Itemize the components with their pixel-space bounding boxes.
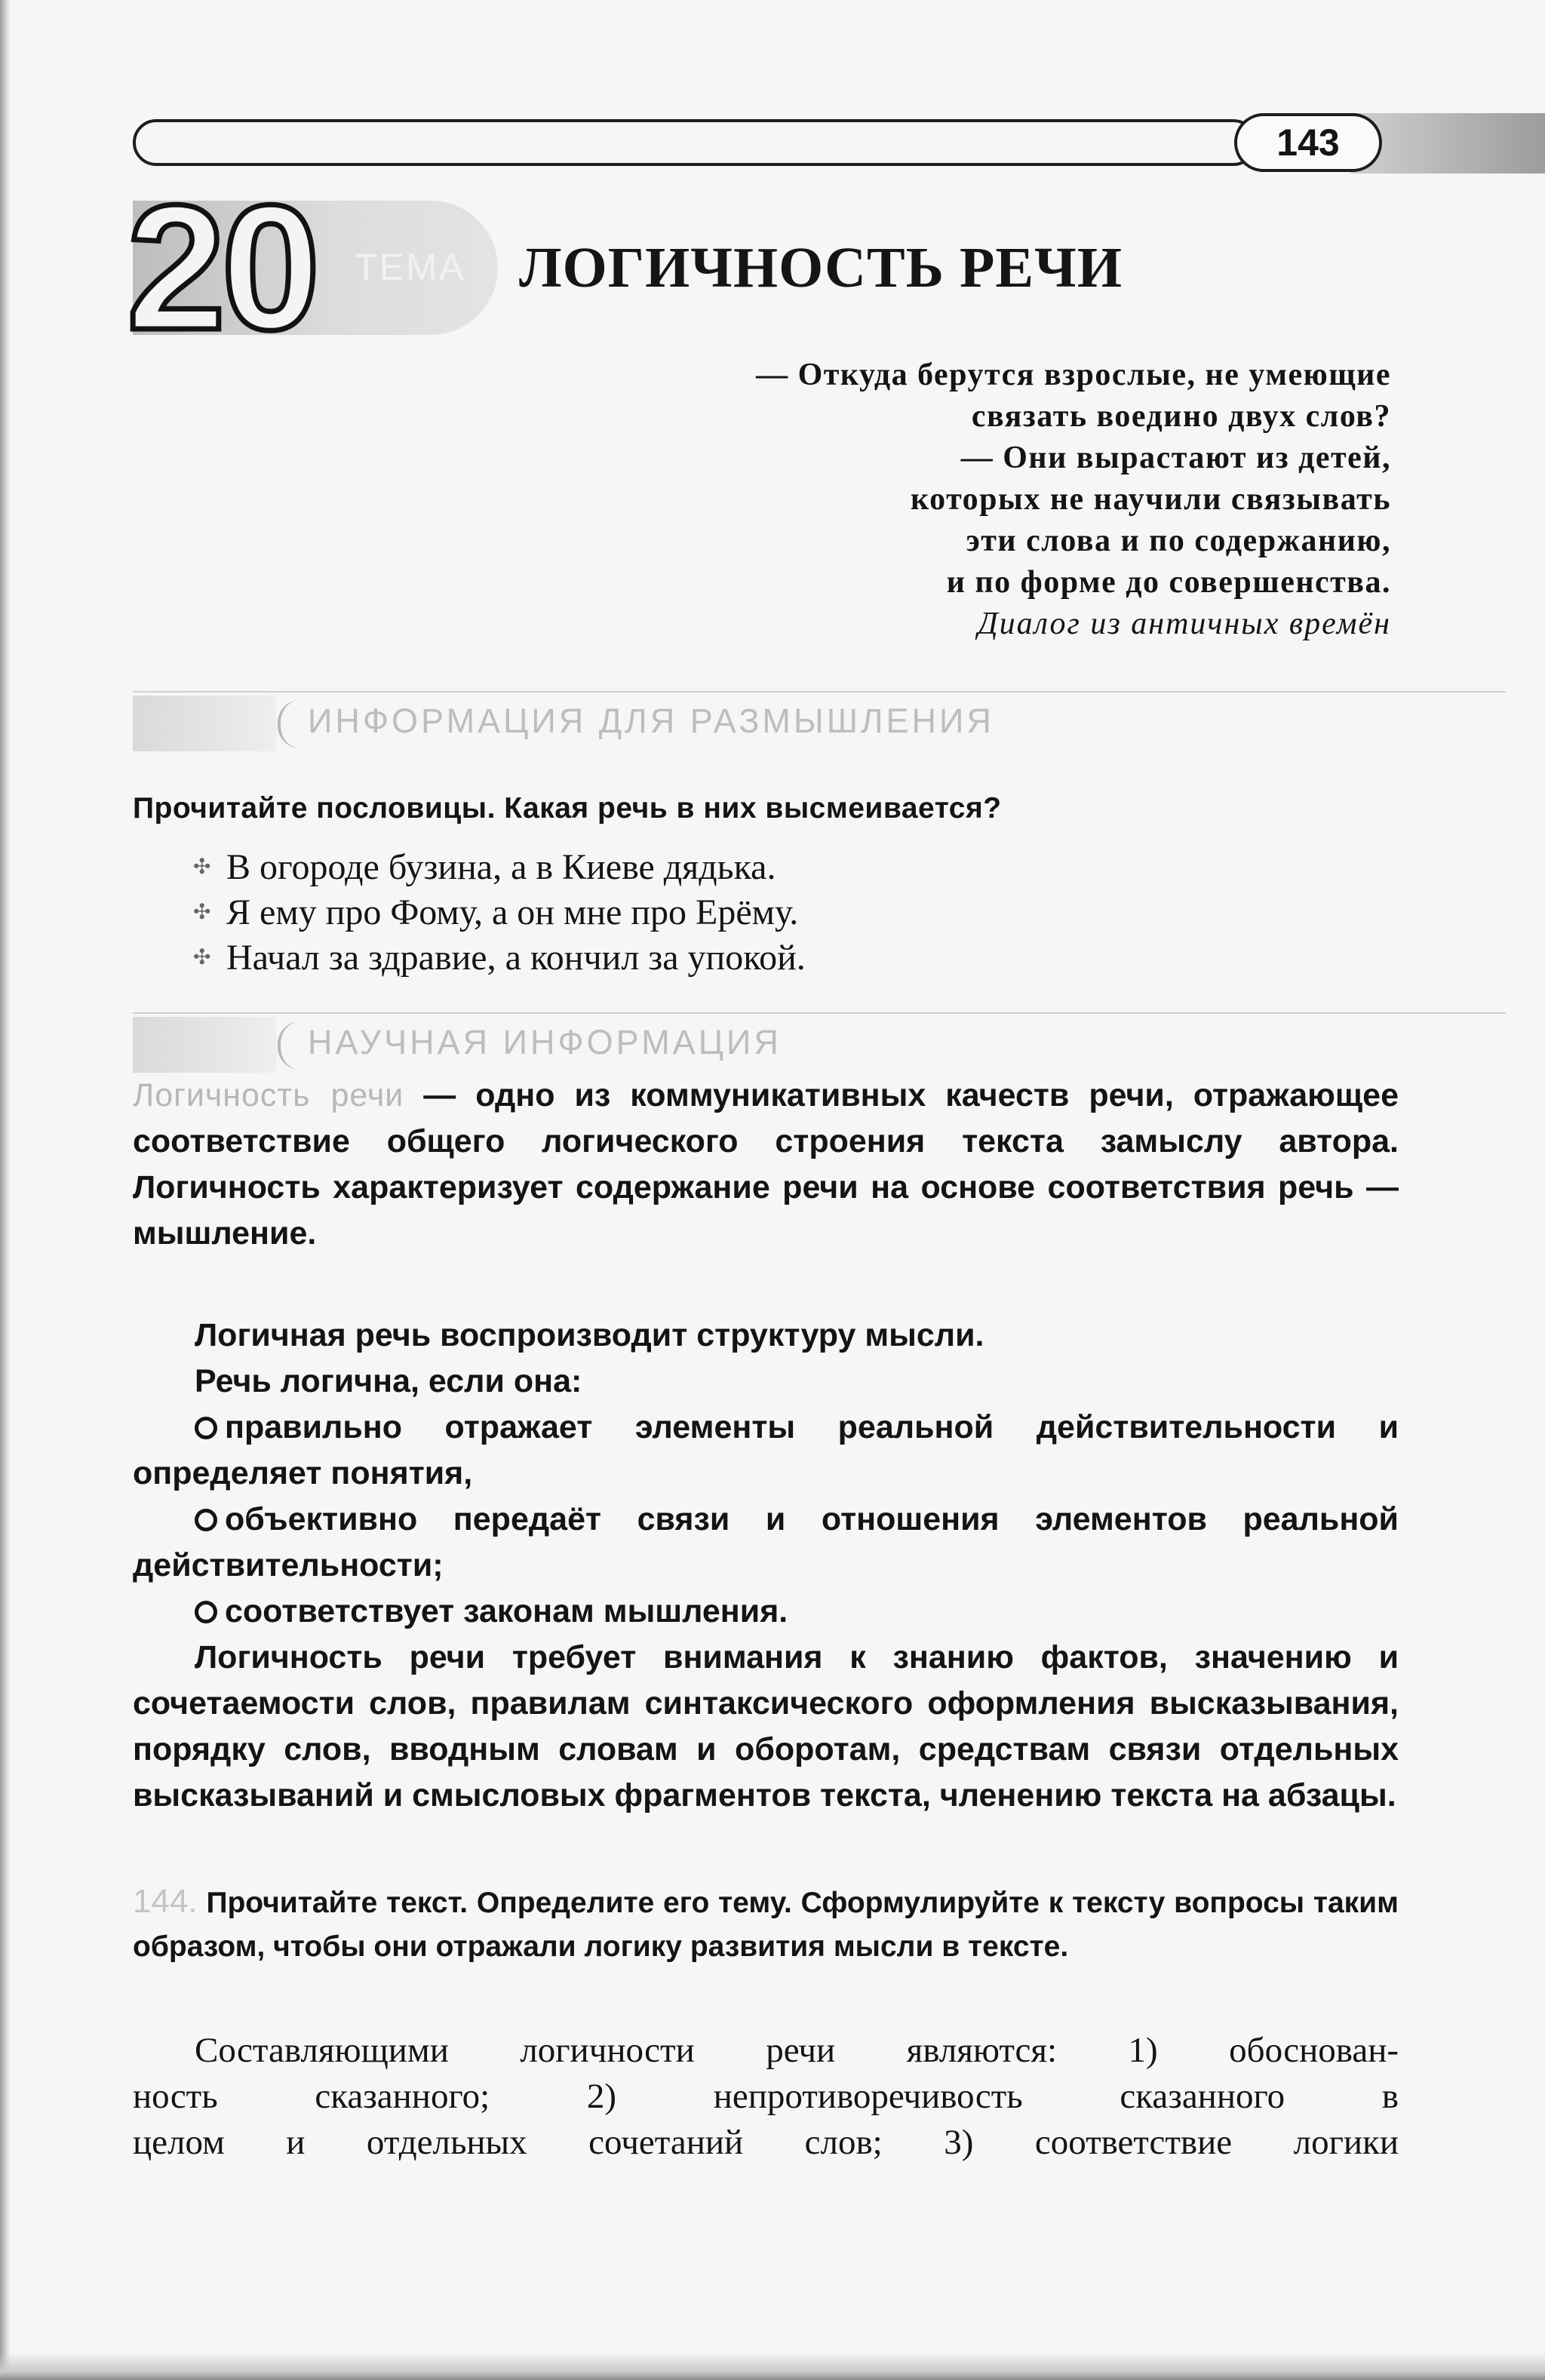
exercise-instruction: Прочитайте текст. Определите его тему. Сформулируйте к тексту вопросы таким образом, чтобы они отражали логику развития мысли в тексте. <box>133 1887 1399 1963</box>
criterion-text: объективно передаёт связи и отношения элементов реальной действительности; <box>133 1501 1399 1583</box>
topic-title: ЛОГИЧНОСТЬ РЕЧИ <box>519 236 1123 299</box>
text-line: целом и отдельных сочетаний слов; 3) соответствие логики <box>133 2123 1399 2162</box>
topic-word: ТЕМА <box>355 246 465 288</box>
text-line: ность сказанного; 2) непротиворечивость сказанного в <box>133 2077 1399 2116</box>
section-heading-science: НАУЧНАЯ ИНФОРМАЦИЯ <box>308 1023 782 1061</box>
defined-term: Логичность речи <box>133 1077 404 1113</box>
paragraph: Логичность речи требует внимания к знанию фактов, значению и сочетаемости слов, правилам синтаксического оформления высказывания, порядку слов, вводным словам и оборотам, средствам связи отдельных высказываний и смысловых фрагментов текста, членению текста на абзацы. <box>133 1639 1399 1813</box>
section-header-block <box>133 696 276 751</box>
proverb-text: Начал за здравие, а кончил за упокой. <box>226 938 806 978</box>
section-header-bracket <box>278 1021 300 1070</box>
criterion-text: правильно отражает элементы реальной действительности и определяет понятия, <box>133 1409 1399 1491</box>
diamond-bullet-icon: ✣ <box>193 946 211 969</box>
section-header-bracket <box>278 700 300 748</box>
running-header-bar <box>133 119 1257 166</box>
exercise-task <box>133 1880 1399 1969</box>
list-item <box>133 1589 1399 1635</box>
circle-bullet-icon <box>195 1601 217 1623</box>
text-line: Составляющими логичности речи являются: 1) обоснован- <box>195 2031 1399 2070</box>
exercise-number: 144. <box>133 1883 198 1920</box>
page-edge-shadow <box>0 0 11 2380</box>
epigraph-source: Диалог из античных времён <box>977 607 1391 641</box>
circle-bullet-icon <box>195 1509 217 1531</box>
section-divider <box>133 1012 1506 1014</box>
section-divider <box>133 691 1506 693</box>
list-item <box>193 935 806 981</box>
topic-number: 20 <box>127 168 316 367</box>
epigraph-line: и по форме до совершенства. <box>946 565 1391 600</box>
epigraph-line: которых не научили связывать <box>911 482 1391 517</box>
proverb-text: Я ему про Фому, а он мне про Ерёму. <box>226 892 799 932</box>
page-bottom-edge <box>0 2352 1545 2380</box>
paragraph: Речь логична, если она: <box>195 1363 582 1399</box>
criterion-text: соответствует законам мышления. <box>225 1593 788 1629</box>
circle-bullet-icon <box>195 1417 217 1439</box>
task-instruction: Прочитайте пословицы. Какая речь в них высмеивается? <box>133 792 1002 825</box>
criteria-block <box>133 1313 1399 1819</box>
epigraph-line: эти слова и по содержанию, <box>966 524 1391 558</box>
list-item <box>133 1405 1399 1497</box>
proverb-list <box>193 845 806 981</box>
page-number: 143 <box>1234 113 1382 172</box>
paragraph: Логичная речь воспроизводит структуру мысли. <box>195 1317 984 1353</box>
epigraph-line: — Они вырастают из детей, <box>960 441 1391 475</box>
list-item <box>133 1497 1399 1589</box>
epigraph-line: — Откуда берутся взрослые, не умеющие <box>756 358 1391 392</box>
epigraph-line: связать воедино двух слов? <box>971 399 1391 434</box>
exercise-text <box>133 2028 1399 2166</box>
epigraph <box>486 355 1391 645</box>
list-item <box>193 890 806 935</box>
diamond-bullet-icon: ✣ <box>193 901 211 924</box>
section-header-block <box>133 1017 276 1073</box>
definition-text: — одно из коммуникативных качеств речи, отражающее соответствие общего логического строения текста замыслу автора. Логичность характеризует содержание речи на основе соответствия речь — мышление. <box>133 1077 1399 1251</box>
diamond-bullet-icon: ✣ <box>193 855 211 879</box>
list-item <box>193 845 806 890</box>
section-heading-reflection: ИНФОРМАЦИЯ ДЛЯ РАЗМЫШЛЕНИЯ <box>308 702 994 740</box>
definition-paragraph <box>133 1073 1399 1257</box>
proverb-text: В огороде бузина, а в Киеве дядька. <box>226 847 776 887</box>
